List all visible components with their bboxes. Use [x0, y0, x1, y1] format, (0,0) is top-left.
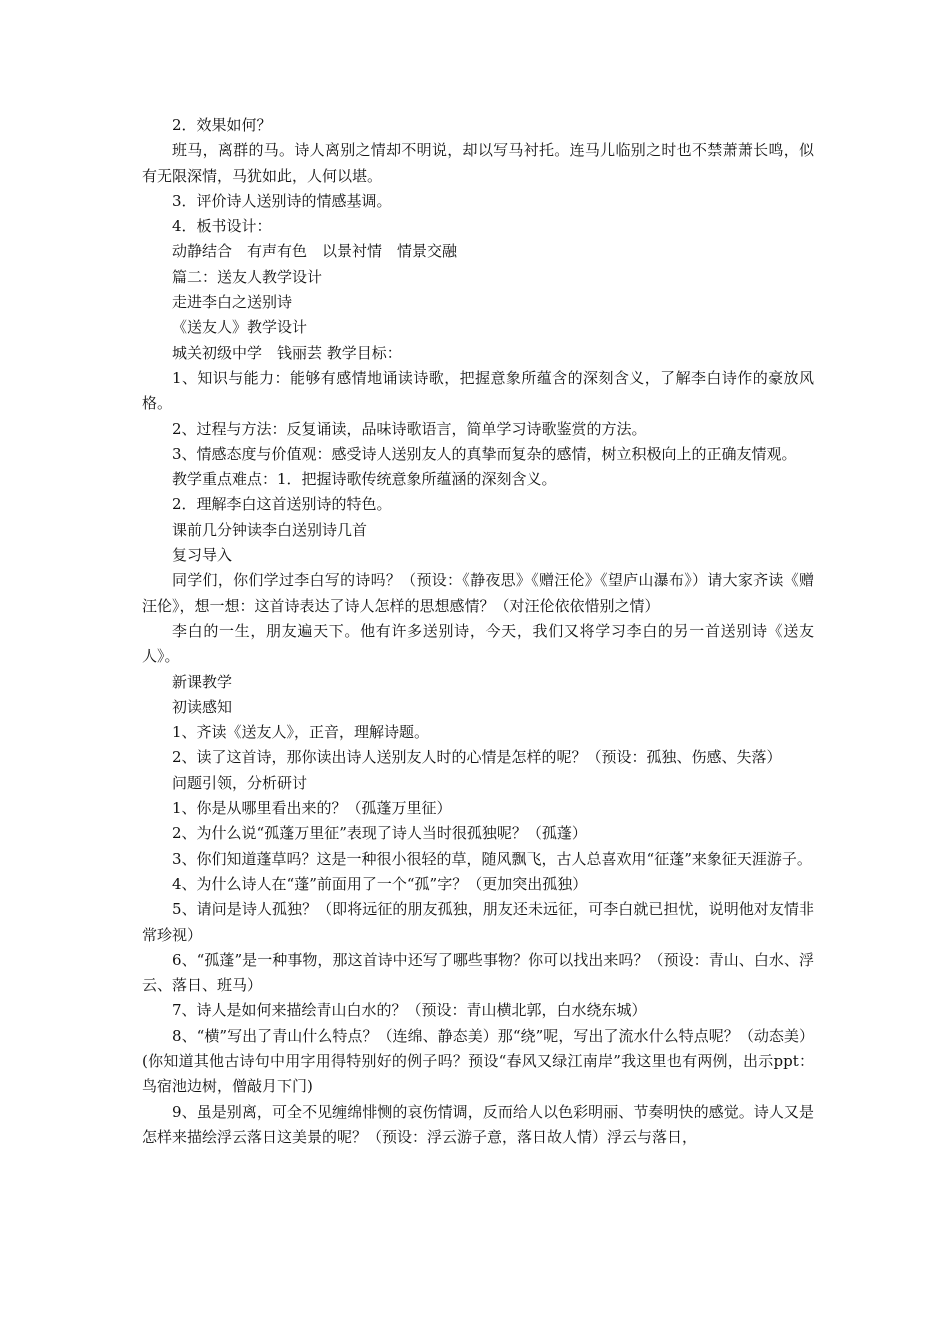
- paragraph-23: 问题引领，分析研讨: [172, 773, 308, 792]
- paragraph-32: 9、虽是别离，可全不见缠绵悱恻的哀伤情调，反而给人以色彩明丽、节奏明快的感觉。诗人又是怎样来描绘浮云落日这美景的呢？（预设：浮云游子意，落日故人情）浮云与落日，: [142, 1102, 814, 1146]
- paragraph-1: 2．效果如何？: [172, 116, 272, 134]
- paragraph-22: 2、读了这首诗，那你读出诗人送别友人时的心情是怎样的呢？（预设：孤独、伤感、失落）: [172, 748, 782, 767]
- paragraph-4: 4．板书设计：: [172, 217, 272, 236]
- paragraph-6: 篇二：送友人教学设计: [172, 267, 323, 286]
- paragraph-15: 课前几分钟读李白送别诗几首: [172, 520, 368, 539]
- paragraph-29: 6、“孤蓬”是一种事物，那这首诗中还写了哪些事物？你可以找出来吗？（预设：青山、白水、浮云、落日、班马）: [142, 950, 814, 995]
- paragraph-31: 8、“横”写出了青山什么特点？（连绵、静态美）那“绕”呢，写出了流水什么特点呢？（动态美）(你知道其他古诗句中用字用得特别好的例子吗？预设“春风又绿江南岸”我这里也有两例，出示ppt：鸟宿池边树，僧敲月下门): [142, 1026, 814, 1096]
- paragraph-9: 城关初级中学 钱丽芸 教学目标：: [172, 343, 402, 362]
- paragraph-26: 3、你们知道蓬草吗？这是一种很小很轻的草，随风飘飞，古人总喜欢用“征蓬”来象征天涯游子。: [172, 849, 812, 868]
- paragraph-2: 班马，离群的马。诗人离别之情却不明说，却以写马衬托。连马儿临别之时也不禁萧萧长鸣，似有无限深情，马犹如此，人何以堪。: [142, 141, 814, 185]
- paragraph-13: 教学重点难点：1．把握诗歌传统意象所蕴涵的深刻含义。: [172, 470, 557, 489]
- paragraph-20: 初读感知: [172, 697, 233, 716]
- paragraph-16: 复习导入: [172, 546, 233, 565]
- paragraph-28: 5、请问是诗人孤独？（即将远征的朋友孤独，朋友还未远征，可李白就已担忧，说明他对友情非常珍视）: [142, 900, 814, 944]
- paragraph-3: 3．评价诗人送别诗的情感基调。: [172, 191, 392, 210]
- document-body: [142, 113, 814, 1150]
- paragraph-11: 2、过程与方法：反复诵读，品味诗歌语言，简单学习诗歌鉴赏的方法。: [172, 419, 647, 438]
- paragraph-18: 李白的一生，朋友遍天下。他有许多送别诗，今天，我们又将学习李白的另一首送别诗《送友人》。: [142, 621, 814, 666]
- paragraph-27: 4、为什么诗人在“蓬”前面用了一个“孤”字？（更加突出孤独）: [172, 874, 588, 893]
- paragraph-25: 2、为什么说“孤蓬万里征”表现了诗人当时很孤独呢？（孤蓬）: [172, 824, 587, 843]
- paragraph-21: 1、齐读《送友人》，正音，理解诗题。: [172, 723, 430, 742]
- paragraph-10: 1、知识与能力：能够有感情地诵读诗歌，把握意象所蕴含的深刻含义，了解李白诗作的豪放风格。: [142, 368, 814, 413]
- paragraph-12: 3、情感态度与价值观：感受诗人送别友人的真挚而复杂的感情，树立积极向上的正确友情观。: [172, 444, 797, 463]
- paragraph-24: 1、你是从哪里看出来的？（孤蓬万里征）: [172, 799, 452, 818]
- paragraph-19: 新课教学: [172, 672, 233, 691]
- paragraph-8: 《送友人》教学设计: [172, 318, 308, 337]
- paragraph-17: 同学们，你们学过李白写的诗吗？（预设：《静夜思》《赠汪伦》《望庐山瀑布》）请大家齐读《赠汪伦》，想一想：这首诗表达了诗人怎样的思想感情？（对汪伦依依惜别之情）: [142, 571, 814, 615]
- paragraph-5: 动静结合 有声有色 以景衬情 情景交融: [172, 242, 458, 261]
- paragraph-14: 2．理解李白这首送别诗的特色。: [172, 495, 392, 514]
- paragraph-30: 7、诗人是如何来描绘青山白水的？（预设：青山横北郭，白水绕东城）: [172, 1001, 647, 1020]
- paragraph-7: 走进李白之送别诗: [172, 293, 293, 312]
